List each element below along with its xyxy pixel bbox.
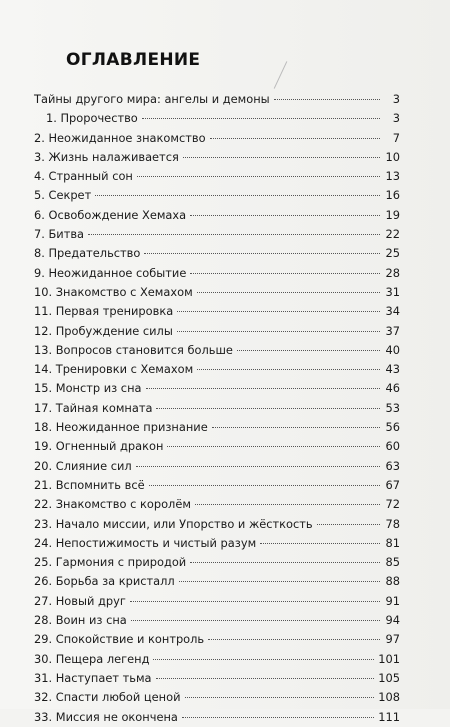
dot-leader: [149, 485, 380, 486]
toc-entry-page: 97: [385, 632, 400, 647]
toc-entry: [34, 322, 400, 341]
toc-entry-label: Тайны другого мира: ангелы и демоны: [34, 92, 270, 106]
toc-entry-page: 13: [385, 169, 400, 184]
toc-entry-page: 101: [378, 651, 400, 666]
dot-leader: [190, 215, 380, 216]
toc-entry-label: 5. Секрет: [34, 188, 92, 203]
toc-entry-page: 43: [385, 362, 400, 377]
dot-leader: [88, 234, 380, 235]
dot-leader: [190, 562, 380, 563]
dot-leader: [183, 157, 380, 158]
toc-entry: [34, 630, 400, 649]
toc-entry-page: 88: [385, 574, 400, 589]
toc-entry-label: 30. Пещера легенд: [34, 651, 150, 666]
toc-entry-label: 33. Миссия не окончена: [34, 709, 178, 724]
toc-entry-label: 28. Воин из сна: [34, 613, 127, 628]
toc-entry-label: 4. Странный сон: [34, 169, 133, 184]
toc-entry: [34, 360, 400, 379]
toc-entry-label: 32. Спасти любой ценой: [34, 690, 181, 705]
toc-entry-page: 19: [385, 207, 400, 222]
dot-leader: [317, 524, 380, 525]
toc-entry-label: 15. Монстр из сна: [34, 381, 142, 396]
toc-entry-page: 40: [385, 342, 400, 357]
toc-entry-label: 21. Вспомнить всё: [34, 477, 145, 492]
toc-entry: [34, 302, 400, 321]
toc-entry-label: 29. Спокойствие и контроль: [34, 632, 205, 647]
dot-leader: [190, 273, 380, 274]
toc-entry: [34, 148, 400, 167]
toc-entry: [34, 708, 400, 727]
toc-entry: [34, 283, 400, 302]
toc-entry-label: 13. Вопросов становится больше: [34, 342, 233, 357]
toc-entry: [34, 611, 400, 630]
toc-entry-label: 23. Начало миссии, или Упорство и жёсткость: [34, 516, 313, 531]
toc-entry-label: 17. Тайная комната: [34, 400, 153, 415]
dot-leader: [274, 99, 380, 100]
toc-entry: [34, 534, 400, 553]
toc-entry: [34, 688, 400, 707]
toc-entry: [34, 167, 400, 186]
toc-entry-page: 28: [385, 265, 400, 280]
dot-leader: [137, 176, 380, 177]
dot-leader: [153, 659, 374, 660]
toc-entry-label: 2. Неожиданное знакомство: [34, 130, 206, 145]
toc-entry-page: 60: [385, 439, 400, 454]
dot-leader: [131, 620, 380, 621]
toc-entry-page: 3: [392, 92, 400, 106]
toc-entry: [34, 457, 400, 476]
toc-entry-page: 53: [385, 400, 400, 415]
dot-leader: [197, 292, 380, 293]
dot-leader: [177, 331, 380, 332]
toc-entry-label: 25. Гармония с природой: [34, 555, 187, 570]
toc-entry-page: 34: [385, 304, 400, 319]
toc-entry: [34, 515, 400, 534]
toc-entry-page: 56: [385, 420, 400, 435]
toc-entry-label: 31. Наступает тьма: [34, 670, 152, 685]
table-of-contents: [34, 90, 400, 727]
toc-entry: [34, 437, 400, 456]
toc-entry-page: 85: [385, 555, 400, 570]
toc-entry: [34, 129, 400, 148]
toc-entry: [34, 264, 400, 283]
toc-entry-label: 12. Пробуждение силы: [34, 323, 173, 338]
toc-entry-label: 7. Битва: [34, 227, 85, 242]
toc-entry-label: 11. Первая тренировка: [34, 304, 174, 319]
toc-entry-label: 24. Непостижимость и чистый разум: [34, 535, 257, 550]
dot-leader: [179, 581, 380, 582]
toc-entry-page: 81: [385, 535, 400, 550]
toc-entry-page: 31: [385, 284, 400, 299]
toc-entry-page: 10: [385, 149, 400, 164]
toc-entry-page: 108: [378, 690, 400, 705]
toc-entry-label: 8. Предательство: [34, 246, 141, 261]
dot-leader: [167, 446, 380, 447]
dot-leader: [208, 639, 380, 640]
toc-entry-page: 72: [385, 497, 400, 512]
toc-entry-label: 3. Жизнь налаживается: [34, 149, 179, 164]
toc-entry-page: 46: [385, 381, 400, 396]
dot-leader: [185, 697, 375, 698]
toc-entry-page: 63: [385, 458, 400, 473]
toc-entry-label: 22. Знакомство с королём: [34, 497, 191, 512]
dot-leader: [197, 369, 380, 370]
dot-leader: [130, 601, 380, 602]
toc-entry-label: 18. Неожиданное признание: [34, 420, 208, 435]
toc-entry: [34, 90, 400, 109]
toc-entry: [34, 341, 400, 360]
dot-leader: [156, 408, 380, 409]
toc-entry-page: 3: [392, 111, 400, 126]
toc-entry: [34, 225, 400, 244]
toc-entry-page: 91: [385, 593, 400, 608]
toc-entry-page: 105: [378, 670, 400, 685]
toc-entry: [34, 650, 400, 669]
dot-leader: [212, 427, 380, 428]
toc-entry-page: 78: [385, 516, 400, 531]
dot-leader: [195, 504, 380, 505]
toc-entry-label: 19. Огненный дракон: [34, 439, 164, 454]
toc-entry-page: 16: [385, 188, 400, 203]
toc-entry: [34, 206, 400, 225]
toc-entry: [34, 572, 400, 591]
toc-entry: [34, 592, 400, 611]
dot-leader: [260, 543, 380, 544]
dot-leader: [95, 195, 380, 196]
toc-entry-label: 6. Освобождение Хемаха: [34, 207, 187, 222]
toc-entry: [34, 495, 400, 514]
toc-entry: [34, 244, 400, 263]
toc-entry-page: 7: [392, 130, 400, 145]
page-title: ОГЛАВЛЕНИЕ: [66, 50, 201, 70]
toc-entry: [34, 418, 400, 437]
dot-leader: [210, 138, 380, 139]
dot-leader: [144, 253, 380, 254]
toc-entry-label: 1. Пророчество: [46, 111, 138, 126]
toc-entry-label: 26. Борьба за кристалл: [34, 574, 175, 589]
dot-leader: [142, 118, 380, 119]
toc-entry-label: 14. Тренировки с Хемахом: [34, 362, 194, 377]
dot-leader: [136, 466, 380, 467]
toc-entry: [34, 553, 400, 572]
toc-entry-label: 10. Знакомство с Хемахом: [34, 284, 193, 299]
toc-entry-label: 27. Новый друг: [34, 593, 126, 608]
toc-entry: [34, 186, 400, 205]
toc-entry: [34, 669, 400, 688]
toc-entry-label: 20. Слияние сил: [34, 458, 132, 473]
toc-entry-page: 25: [385, 246, 400, 261]
toc-entry-page: 94: [385, 613, 400, 628]
toc-entry-page: 37: [385, 323, 400, 338]
toc-entry-page: 22: [385, 227, 400, 242]
dot-leader: [182, 717, 374, 718]
dot-leader: [146, 388, 381, 389]
toc-entry: [34, 399, 400, 418]
dot-leader: [177, 311, 380, 312]
toc-entry-label: 9. Неожиданное событие: [34, 265, 187, 280]
pencil-mark: [274, 61, 288, 89]
toc-entry-page: 67: [385, 477, 400, 492]
toc-entry: [34, 379, 400, 398]
toc-entry: [34, 109, 400, 128]
dot-leader: [237, 350, 380, 351]
toc-entry-page: 111: [378, 709, 400, 724]
dot-leader: [156, 678, 375, 679]
toc-entry: [34, 476, 400, 495]
